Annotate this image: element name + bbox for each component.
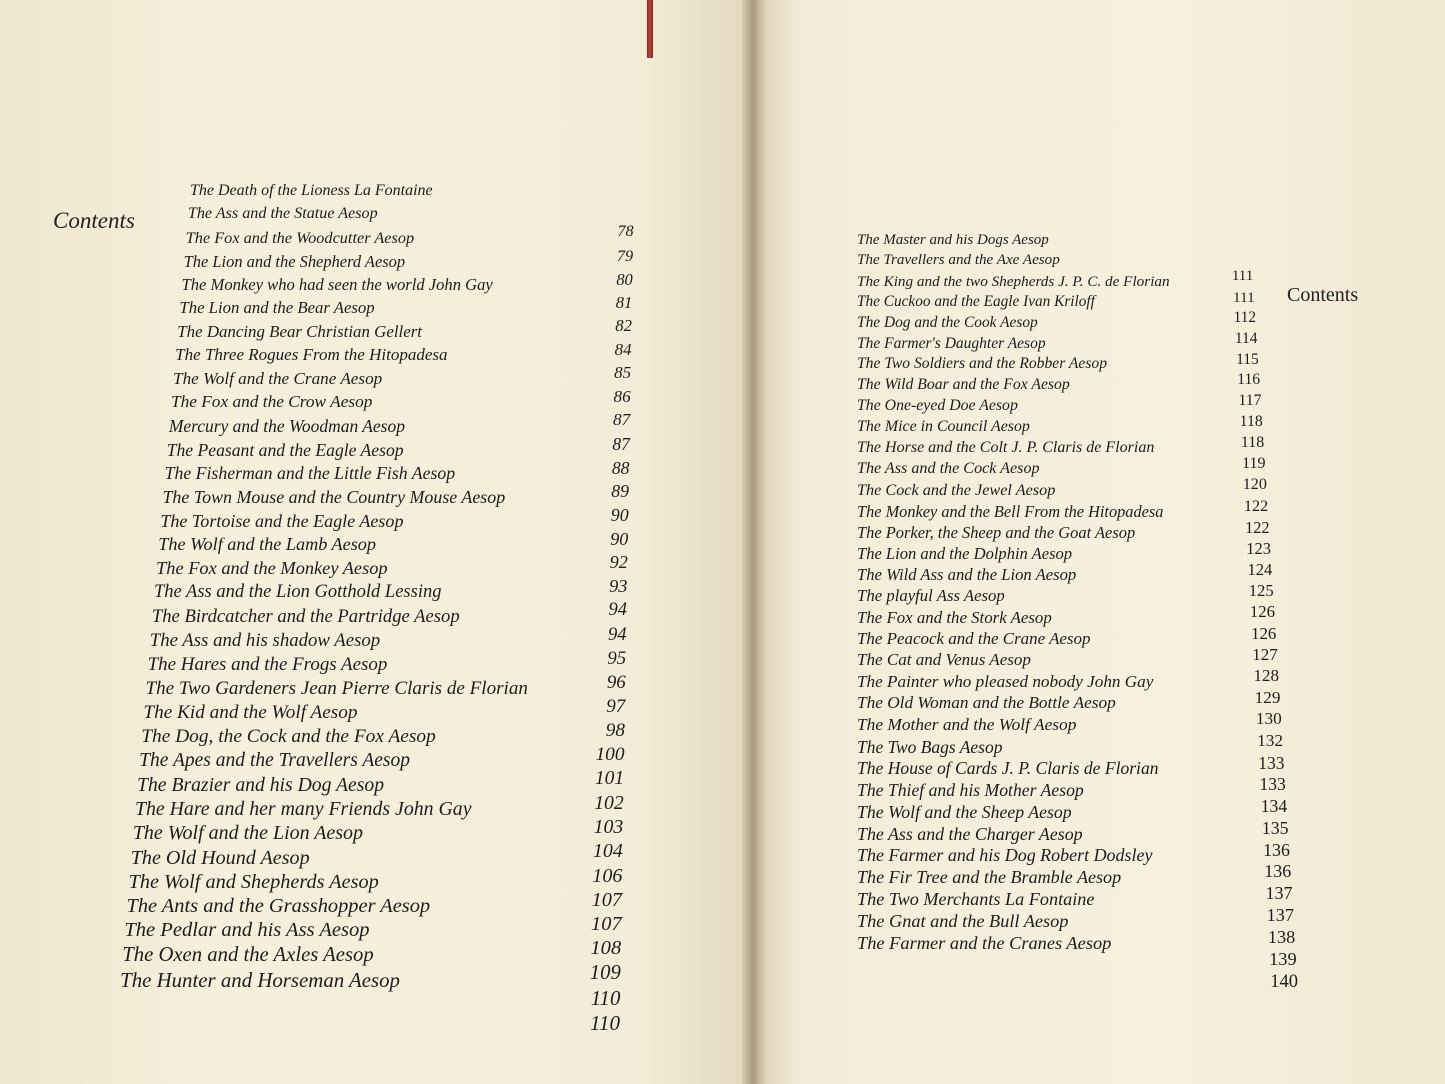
- contents-entry-title: The Ass and his shadow Aesop: [149, 629, 381, 651]
- contents-entry-page: 100: [595, 743, 625, 765]
- contents-entry-title: The Fox and the Woodcutter Aesop: [185, 228, 415, 248]
- contents-entry-title: The Peacock and the Crane Aesop: [857, 628, 1091, 648]
- contents-entry-title: The Ass and the Statue Aesop: [187, 205, 378, 223]
- contents-entry-page: 137: [1266, 905, 1294, 926]
- contents-entry-page: 107: [591, 913, 622, 936]
- right-contents-heading: Contents: [1287, 284, 1359, 306]
- contents-entry-page: 134: [1260, 795, 1288, 816]
- contents-entry-title: The Brazier and his Dog Aesop: [137, 773, 385, 796]
- contents-entry-title: Mercury and the Woodman Aesop: [168, 415, 405, 436]
- contents-entry-page: 122: [1245, 517, 1270, 537]
- contents-entry-page: 95: [607, 647, 627, 669]
- contents-entry-title: The Travellers and the Axe Aesop: [857, 252, 1060, 269]
- contents-entry-page: 87: [612, 410, 631, 430]
- contents-entry-title: The Ass and the Lion Gotthold Lessing: [154, 581, 442, 602]
- contents-entry-page: 126: [1251, 623, 1277, 643]
- contents-entry-title: The Old Hound Aesop: [130, 846, 310, 869]
- contents-entry-page: 136: [1264, 861, 1292, 882]
- contents-entry-page: 122: [1243, 496, 1269, 515]
- contents-entry-title: The Fisherman and the Little Fish Aesop: [164, 463, 456, 484]
- contents-entry-page: 111: [1233, 288, 1255, 306]
- contents-entry-title: The Painter who pleased nobody John Gay: [857, 671, 1154, 691]
- contents-entry-title: The Wolf and Shepherds Aesop: [128, 870, 379, 893]
- contents-entry-page: 90: [610, 504, 629, 525]
- contents-entry-page: 82: [615, 316, 632, 336]
- contents-entry-page: 94: [607, 623, 627, 645]
- contents-entry-title: The Lion and the Bear Aesop: [179, 298, 375, 318]
- contents-entry-page: 112: [1233, 309, 1257, 327]
- contents-entry-page: 128: [1253, 666, 1280, 686]
- contents-entry-title: The Dancing Bear Christian Gellert: [177, 321, 422, 341]
- contents-entry-page: 101: [594, 767, 625, 789]
- contents-entry-page: 114: [1234, 330, 1258, 347]
- contents-entry-page: 89: [611, 481, 630, 502]
- contents-entry-page: 132: [1257, 730, 1284, 750]
- contents-entry-title: The Fir Tree and the Bramble Aesop: [857, 867, 1122, 888]
- contents-entry-page: 81: [615, 293, 633, 313]
- contents-entry-title: The Wild Ass and the Lion Aesop: [857, 565, 1077, 585]
- contents-entry-title: The playful Ass Aesop: [857, 586, 1005, 606]
- contents-entry-page: 109: [589, 961, 621, 984]
- contents-entry-page: 115: [1236, 350, 1259, 368]
- contents-entry-page: 133: [1258, 752, 1285, 773]
- contents-entry-title: The Farmer's Daughter Aesop: [857, 334, 1046, 352]
- contents-entry-title: The Hares and the Frogs Aesop: [147, 653, 388, 675]
- contents-entry-title: The Fox and the Crow Aesop: [170, 392, 373, 412]
- contents-entry-title: The Farmer and the Cranes Aesop: [857, 933, 1112, 954]
- contents-entry-page: 111: [1231, 268, 1254, 285]
- contents-entry-title: The One-eyed Doe Aesop: [857, 396, 1018, 414]
- contents-entry-title: The Monkey who had seen the world John Gay: [181, 275, 493, 295]
- contents-entry-page: 98: [605, 719, 625, 741]
- contents-entry-title: The Apes and the Travellers Aesop: [139, 749, 411, 771]
- contents-entry-page: 90: [610, 528, 629, 549]
- contents-entry-title: The Farmer and his Dog Robert Dodsley: [857, 845, 1153, 866]
- contents-entry-title: The Wolf and the Lion Aesop: [132, 822, 364, 845]
- contents-entry-page: 140: [1270, 971, 1298, 992]
- contents-entry-title: The Wild Boar and the Fox Aesop: [857, 376, 1070, 394]
- contents-entry-page: 137: [1265, 883, 1293, 904]
- contents-entry-page: 127: [1252, 644, 1278, 664]
- contents-entry-title: The Cock and the Jewel Aesop: [857, 480, 1056, 499]
- contents-entry-title: The Wolf and the Crane Aesop: [173, 368, 383, 388]
- contents-entry-title: The Two Bags Aesop: [857, 736, 1003, 757]
- contents-entry-page: 126: [1249, 602, 1275, 622]
- contents-entry-page: 117: [1238, 392, 1262, 410]
- contents-entry-page: 125: [1248, 581, 1274, 601]
- contents-entry-title: The Cat and Venus Aesop: [857, 650, 1031, 670]
- contents-entry-page: 107: [591, 888, 623, 911]
- contents-entry-page: 119: [1242, 454, 1266, 472]
- contents-entry-title: The Cuckoo and the Eagle Ivan Kriloff: [857, 293, 1095, 311]
- contents-entry-title: The Lion and the Shepherd Aesop: [183, 251, 406, 271]
- contents-entry-title: The Dog and the Cook Aesop: [857, 314, 1038, 331]
- contents-entry-title: The Wolf and the Sheep Aesop: [857, 801, 1072, 822]
- contents-entry-title: The Porker, the Sheep and the Goat Aesop: [857, 522, 1136, 542]
- contents-entry-page: 108: [590, 937, 622, 960]
- contents-entry-title: The Ass and the Cock Aesop: [857, 459, 1040, 477]
- contents-entry-page: 78: [617, 223, 634, 241]
- contents-entry-title: The Oxen and the Axles Aesop: [122, 943, 374, 966]
- contents-entry-page: 96: [606, 671, 626, 693]
- contents-entry-title: The Monkey and the Bell From the Hitopadesa: [857, 501, 1164, 521]
- contents-entry-page: 106: [592, 864, 623, 887]
- contents-entry-title: The Thief and his Mother Aesop: [857, 779, 1084, 800]
- contents-entry-page: 110: [590, 1010, 620, 1035]
- contents-entry-title: The House of Cards J. P. Claris de Florian: [857, 758, 1159, 779]
- contents-entry-page: 138: [1267, 927, 1296, 948]
- contents-entry-page: 135: [1261, 817, 1289, 838]
- contents-entry-page: 84: [614, 339, 632, 359]
- contents-entry-title: The Gnat and the Bull Aesop: [857, 911, 1069, 932]
- contents-entry-title: The Birdcatcher and the Partridge Aesop: [151, 605, 460, 627]
- contents-entry-page: 139: [1269, 949, 1297, 970]
- contents-entry-page: 85: [614, 363, 632, 383]
- contents-entry-page: 130: [1255, 709, 1282, 729]
- contents-entry-title: The Hunter and Horseman Aesop: [120, 968, 400, 993]
- contents-entry-page: 103: [593, 816, 624, 839]
- contents-entry-title: The Dog, the Cock and the Fox Aesop: [141, 725, 436, 747]
- contents-entry-page: 94: [608, 599, 627, 620]
- contents-entry-page: 79: [616, 246, 634, 266]
- contents-entry-page: 102: [594, 791, 624, 814]
- contents-entry-title: The Kid and the Wolf Aesop: [143, 701, 358, 723]
- contents-entry-title: The Three Rogues From the Hitopadesa: [175, 345, 448, 365]
- contents-entry-title: The Lion and the Dolphin Aesop: [857, 543, 1073, 563]
- contents-entry-title: The Old Woman and the Bottle Aesop: [857, 693, 1116, 713]
- contents-entry-title: The Two Gardeners Jean Pierre Claris de Florian: [145, 677, 528, 699]
- contents-entry-page: 129: [1254, 687, 1281, 707]
- contents-entry-page: 104: [592, 840, 623, 863]
- contents-entry-title: The Tortoise and the Eagle Aesop: [160, 510, 404, 531]
- contents-entry-page: 116: [1237, 371, 1261, 389]
- contents-entry-title: The Fox and the Monkey Aesop: [156, 558, 388, 579]
- contents-entry-page: 110: [590, 986, 621, 1011]
- contents-entry-title: The Hare and her many Friends John Gay: [134, 798, 472, 821]
- contents-entry-title: The Wolf and the Lamb Aesop: [158, 534, 376, 555]
- contents-entry-title: The Mother and the Wolf Aesop: [857, 714, 1077, 734]
- contents-entry-title: The Fox and the Stork Aesop: [857, 607, 1052, 627]
- contents-entry-title: The Town Mouse and the Country Mouse Aesop: [162, 486, 506, 507]
- contents-entry-page: 124: [1247, 559, 1273, 579]
- contents-entry-page: 87: [612, 433, 630, 454]
- contents-entry-title: The Horse and the Colt J. P. Claris de Florian: [857, 438, 1155, 456]
- contents-entry-page: 118: [1240, 433, 1265, 451]
- contents-entry-title: The Mice in Council Aesop: [857, 417, 1030, 435]
- contents-entry-page: 80: [616, 269, 633, 289]
- contents-entry-page: 93: [609, 576, 628, 597]
- contents-entry-title: The Death of the Lioness La Fontaine: [190, 182, 433, 199]
- contents-entry-page: 123: [1246, 538, 1271, 558]
- contents-entry-page: 88: [611, 457, 630, 478]
- contents-entry-title: The Ass and the Charger Aesop: [857, 823, 1083, 844]
- contents-entry-title: The Two Soldiers and the Robber Aesop: [857, 355, 1108, 373]
- contents-entry-title: The Two Merchants La Fontaine: [857, 889, 1095, 910]
- contents-entry-page: 86: [613, 386, 631, 406]
- contents-entry-title: The Master and his Dogs Aesop: [857, 232, 1049, 248]
- contents-entry-page: 118: [1239, 412, 1263, 430]
- contents-entry-page: 136: [1263, 839, 1290, 860]
- left-contents-heading: Contents: [53, 208, 135, 233]
- contents-entry-title: The Pedlar and his Ass Aesop: [124, 919, 370, 942]
- contents-entry-page: 133: [1259, 774, 1286, 795]
- contents-entry-page: 97: [606, 695, 626, 717]
- contents-entry-page: 120: [1242, 475, 1267, 493]
- contents-entry-title: The Ants and the Grasshopper Aesop: [126, 895, 431, 918]
- contents-entry-title: The Peasant and the Eagle Aesop: [166, 439, 404, 460]
- contents-entry-page: 92: [609, 552, 628, 573]
- contents-entry-title: The King and the two Shepherds J. P. C. de Florian: [857, 272, 1170, 290]
